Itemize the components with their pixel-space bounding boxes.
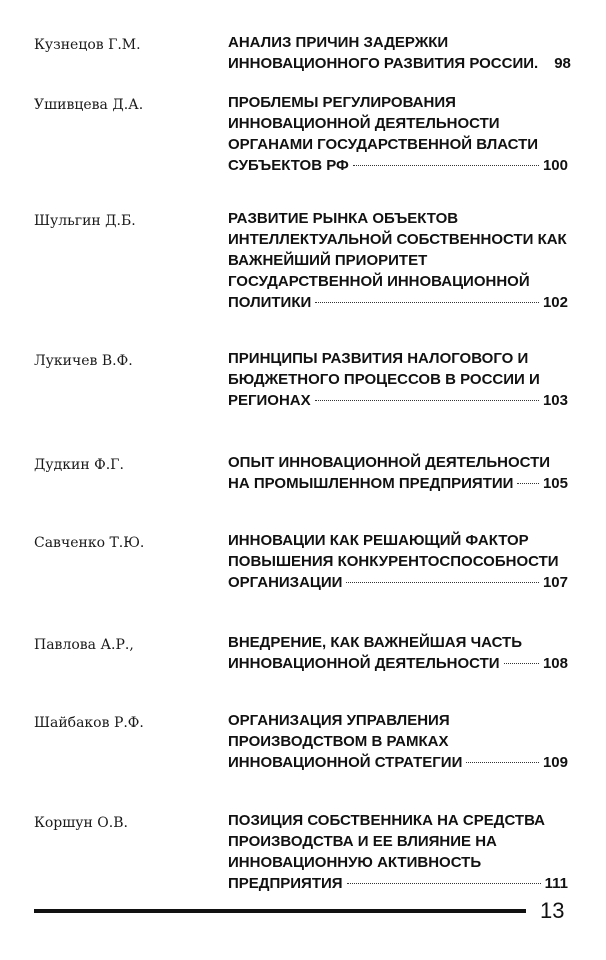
entry-title-line: ОРГАНИЗАЦИЯ УПРАВЛЕНИЯ (228, 712, 450, 729)
entry-title-line: ИННОВАЦИОННОЙ ДЕЯТЕЛЬНОСТИ (228, 655, 500, 672)
entry-author: Шайбаков Р.Ф. (34, 715, 144, 731)
entry-title-line: ПОЛИТИКИ (228, 294, 312, 311)
entry-page-number: 108 (542, 655, 568, 672)
entry-title (228, 632, 568, 674)
entry-title-line: СУБЪЕКТОВ РФ (228, 157, 349, 174)
entry-title-line: ПРЕДПРИЯТИЯ (228, 875, 343, 892)
entry-title-line: РЕГИОНАХ (228, 392, 311, 409)
entry-page-number: 98 (554, 55, 571, 72)
entry-title-line: ОПЫТ ИННОВАЦИОННОЙ ДЕЯТЕЛЬНОСТИ (228, 454, 551, 471)
entry-title-last-line (228, 873, 568, 894)
footer-page-number: 13 (540, 898, 565, 923)
entry-title-line: ПРОИЗВОДСТВОМ В РАМКАХ (228, 733, 449, 750)
entry-title-line: АНАЛИЗ ПРИЧИН ЗАДЕРЖКИ (228, 34, 449, 51)
entry-page-number: 109 (542, 754, 568, 771)
dot-leader (315, 302, 539, 303)
dot-leader (346, 582, 539, 583)
entry-title (228, 810, 568, 894)
entry-author: Савченко Т.Ю. (34, 535, 145, 551)
entry-title-line: ПРОИЗВОДСТВА И ЕЕ ВЛИЯНИЕ НА (228, 833, 497, 850)
dot-leader (504, 663, 539, 664)
entry-title (228, 32, 571, 74)
dot-leader (347, 883, 541, 884)
entry-author: Лукичев В.Ф. (34, 353, 133, 369)
entry-title-line: ГОСУДАРСТВЕННОЙ ИННОВАЦИОННОЙ (228, 273, 530, 290)
entry-title-line: ИННОВАЦИИ КАК РЕШАЮЩИЙ ФАКТОР (228, 532, 529, 549)
entry-page-number: 105 (542, 475, 568, 492)
entry-title-line: ИННОВАЦИОННУЮ АКТИВНОСТЬ (228, 854, 482, 871)
entry-title-line: НА ПРОМЫШЛЕННОМ ПРЕДПРИЯТИИ (228, 475, 514, 492)
entry-title-line: ВАЖНЕЙШИЙ ПРИОРИТЕТ (228, 252, 428, 269)
entry-title-line: ИННОВАЦИОННОЙ СТРАТЕГИИ (228, 754, 463, 771)
entry-page-number: 102 (542, 294, 568, 311)
entry-title-last-line (228, 572, 568, 593)
entry-author: Ушивцева Д.А. (34, 97, 144, 113)
entry-title-line: ИНТЕЛЛЕКТУАЛЬНОЙ СОБСТВЕННОСТИ КАК (228, 231, 567, 248)
entry-title-line: ОРГАНИЗАЦИИ (228, 574, 343, 591)
entry-title-last-line (228, 752, 568, 773)
dot-leader (466, 762, 539, 763)
entry-title-last-line (228, 473, 568, 494)
entry-title-line: ПОЗИЦИЯ СОБСТВЕННИКА НА СРЕДСТВА (228, 812, 545, 829)
entry-author: Кузнецов Г.М. (34, 37, 141, 53)
entry-title-line: ИННОВАЦИОННОГО РАЗВИТИЯ РОССИИ. (228, 55, 539, 72)
entry-title (228, 452, 568, 494)
entry-title-last-line (228, 653, 568, 674)
entry-title-line: ОРГАНАМИ ГОСУДАРСТВЕННОЙ ВЛАСТИ (228, 136, 539, 153)
entry-page-number: 100 (542, 157, 568, 174)
entry-title-last-line (228, 390, 568, 411)
entry-title-last-line (228, 155, 568, 176)
entry-title-line: ПРИНЦИПЫ РАЗВИТИЯ НАЛОГОВОГО И (228, 350, 529, 367)
entry-author: Коршун О.В. (34, 815, 128, 831)
entry-author: Шульгин Д.Б. (34, 213, 136, 229)
footer-rule (34, 909, 526, 913)
dot-leader (353, 165, 539, 166)
dot-leader (517, 483, 539, 484)
entry-page-number: 111 (544, 875, 568, 892)
entry-title-last-line (228, 53, 571, 74)
entry-title-line: РАЗВИТИЕ РЫНКА ОБЪЕКТОВ (228, 210, 459, 227)
entry-title (228, 208, 568, 313)
entry-title-line: БЮДЖЕТНОГО ПРОЦЕССОВ В РОССИИ И (228, 371, 540, 388)
entry-page-number: 103 (542, 392, 568, 409)
entry-author: Павлова А.Р., (34, 637, 134, 653)
entry-author: Дудкин Ф.Г. (34, 457, 124, 473)
entry-page-number: 107 (542, 574, 568, 591)
entry-title-line: ПОВЫШЕНИЯ КОНКУРЕНТОСПОСОБНОСТИ (228, 553, 559, 570)
entry-title (228, 710, 568, 773)
dot-leader (315, 400, 539, 401)
entry-title (228, 92, 568, 176)
entry-title-line: ВНЕДРЕНИЕ, КАК ВАЖНЕЙШАЯ ЧАСТЬ (228, 634, 522, 651)
entry-title (228, 348, 568, 411)
entry-title (228, 530, 568, 593)
entry-title-line: ПРОБЛЕМЫ РЕГУЛИРОВАНИЯ (228, 94, 456, 111)
entry-title-line: ИННОВАЦИОННОЙ ДЕЯТЕЛЬНОСТИ (228, 115, 500, 132)
entry-title-last-line (228, 292, 568, 313)
